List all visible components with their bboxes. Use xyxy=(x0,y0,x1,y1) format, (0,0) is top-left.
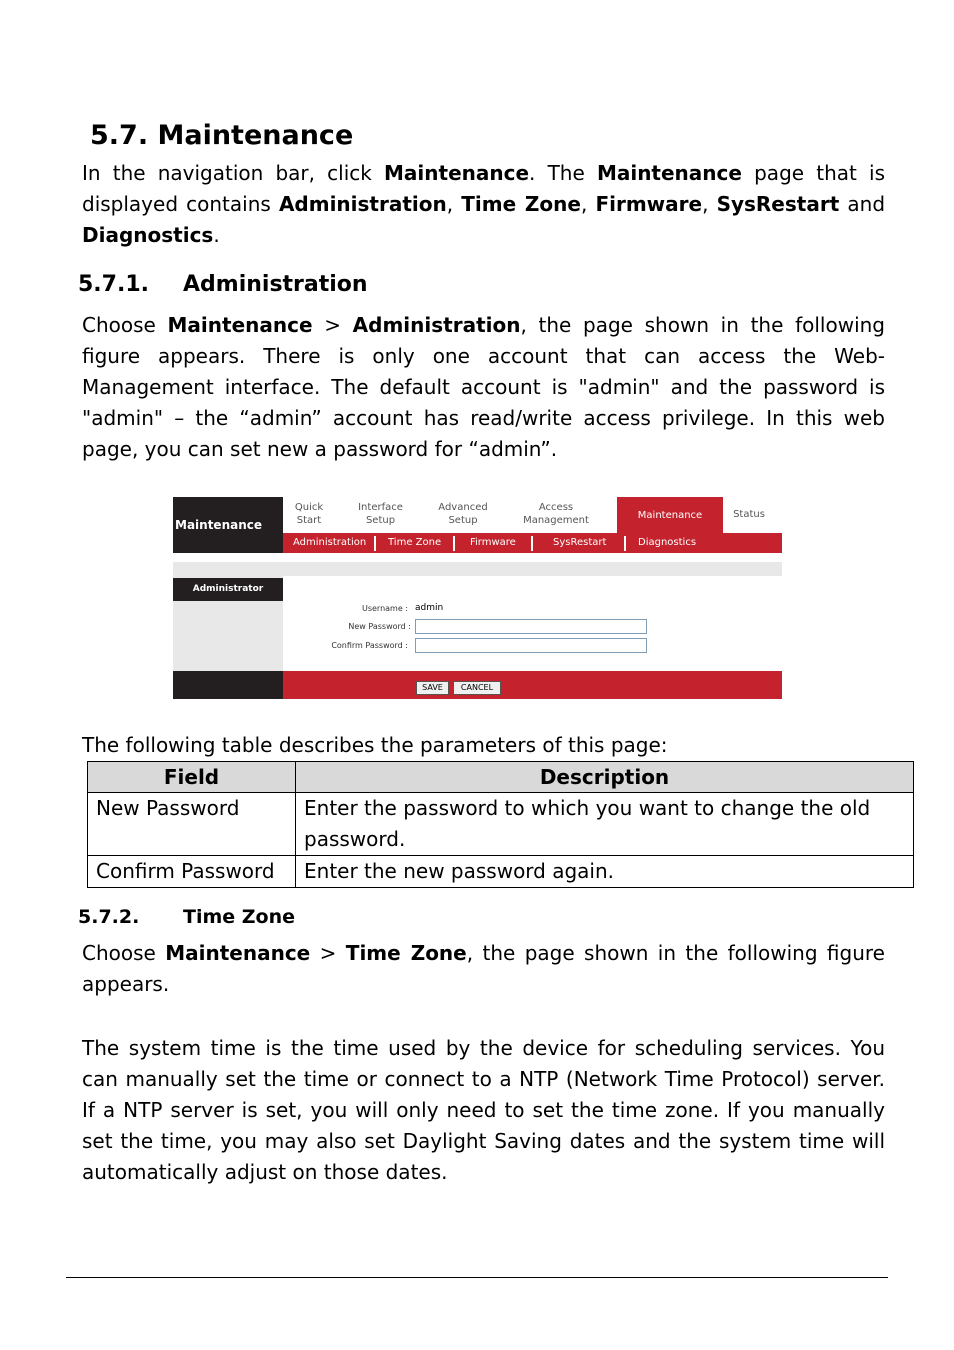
table-row xyxy=(88,793,914,856)
confirm-password-label: Confirm Password : xyxy=(331,641,408,650)
table-cell-description: Enter the new password again. xyxy=(296,856,914,888)
save-button[interactable]: SAVE xyxy=(416,681,449,695)
section-heading: 5.7. Maintenance xyxy=(90,120,354,151)
username-value: admin xyxy=(415,603,444,613)
footer-rule xyxy=(66,1277,888,1278)
new-password-label: New Password : xyxy=(348,622,411,631)
nav-interface-setup[interactable]: Interface Setup xyxy=(358,502,403,526)
table-header-row xyxy=(88,762,914,793)
table-cell-description: Enter the password to which you want to change the old password. xyxy=(296,793,914,856)
subnav-administration[interactable]: Administration xyxy=(293,537,367,548)
subsection-title: Administration xyxy=(183,272,368,297)
subnav-diagnostics[interactable]: Diagnostics xyxy=(638,537,697,548)
intro-paragraph: In the navigation bar, click Maintenance. The Maintenance page that is displayed contains Administration, Time Zone, Firmware, SysRestart and Diagnostics. xyxy=(82,161,886,247)
subnav-divider xyxy=(374,536,376,551)
subnav-divider xyxy=(453,536,455,551)
subnav-divider xyxy=(531,536,533,551)
nav-advanced-setup[interactable]: Advanced Setup xyxy=(438,502,488,526)
new-password-input[interactable] xyxy=(415,619,647,634)
nav-maintenance[interactable]: Maintenance xyxy=(617,497,723,533)
cancel-button[interactable]: CANCEL xyxy=(453,681,501,695)
brand-panel: Maintenance xyxy=(173,497,283,553)
subnav-divider xyxy=(624,536,626,551)
subsection-number: 5.7.1. xyxy=(78,272,149,297)
subnav-sysrestart[interactable]: SysRestart xyxy=(553,537,607,548)
nav-status[interactable]: Status xyxy=(733,509,765,520)
top-navigation xyxy=(283,497,782,533)
footer-left xyxy=(173,671,283,699)
table-intro: The following table describes the parameters of this page: xyxy=(82,733,668,757)
subsection-title: Time Zone xyxy=(183,906,296,928)
subsection-number: 5.7.2. xyxy=(78,906,140,928)
administration-screenshot xyxy=(173,497,782,699)
system-time-paragraph: The system time is the time used by the device for scheduling services. You can manually set the time or connect to a NTP (Network Time Protocol) server. If a NTP server is set, you will only need to set the time zone. If you manually set the time, you may also set Daylight Saving dates and the system time will automatically adjust on those dates. xyxy=(82,1036,885,1184)
table-cell-field: New Password xyxy=(88,793,296,856)
table-cell-field: Confirm Password xyxy=(88,856,296,888)
administrator-section-label: Administrator xyxy=(173,578,283,601)
username-label: Username : xyxy=(361,604,408,613)
column-header-description: Description xyxy=(296,762,914,793)
nav-access-management[interactable]: Access Management xyxy=(523,502,589,526)
subnav-firmware[interactable]: Firmware xyxy=(470,537,516,548)
confirm-password-input[interactable] xyxy=(415,638,647,653)
time-zone-paragraph: Choose Maintenance > Time Zone, the page shown in the following figure appears. xyxy=(82,941,885,996)
administration-paragraph: Choose Maintenance > Administration, the page shown in the following figure appears. There is only one account that can access the Web-Management interface. The default account is "admin" and the password is "admin" – the “admin” account has read/write access privilege. In this web page, you can set new a password for “admin”. xyxy=(82,313,885,461)
sub-navigation xyxy=(283,533,782,553)
nav-quick-start[interactable]: Quick Start xyxy=(294,502,324,526)
column-header-field: Field xyxy=(88,762,296,793)
subnav-time-zone[interactable]: Time Zone xyxy=(388,537,442,548)
table-row xyxy=(88,856,914,888)
parameters-table xyxy=(87,761,914,888)
content-header-band xyxy=(173,562,782,576)
footer-bar xyxy=(283,671,782,699)
